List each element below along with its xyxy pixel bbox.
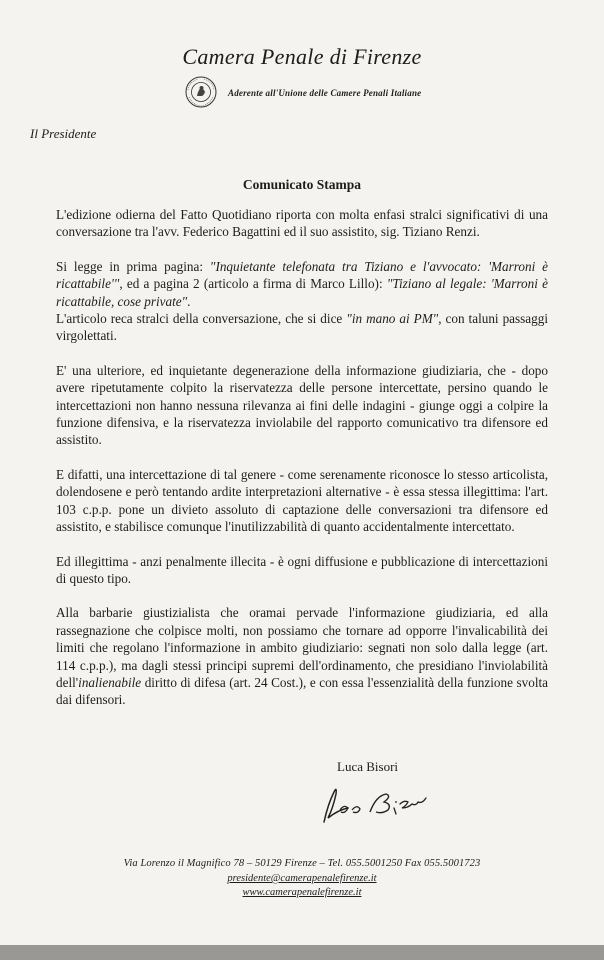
paragraph-5: Ed illegittima - anzi penalmente illecita - è ogni diffusione e pubblicazione di intercettazioni di questo tipo.	[56, 553, 548, 586]
paragraph-6-text: Alla barbarie giustizialista che oramai pervade l'informazione giudiziaria, ed alla rassegnazione che colpisce molti, non possiamo che tornare ad opporre l'invalicabilità dei limiti che regolano l'informazione in ambito giudiziario: segnati non solo dalla legge (art. 114 c.p.p.), ma dagli stessi principi supremi dell'ordinamento, che presidiano l'inviolabilità dell'	[56, 605, 548, 690]
bottom-border	[0, 945, 604, 960]
footer-website-link[interactable]: www.camerapenalefirenze.it	[242, 887, 362, 898]
seal-logo	[185, 76, 217, 108]
paragraph-6	[56, 604, 548, 708]
paragraph-4: E difatti, una intercettazione di tal genere - come serenamente riconosce lo stesso articolista, dolendosene e però tentando ardite interpretazioni alternative - è essa stessa illegittima: l'art. 103 c.p.p. pone un divieto assoluto di captazione delle conversazioni tra difensore ed assistito, e stabilisce comunque l'inutilizzabilità di quanto accidentalmente intercettato.	[56, 466, 548, 535]
footer-email-link[interactable]: presidente@camerapenalefirenze.it	[227, 873, 377, 884]
paragraph-2a	[56, 258, 548, 310]
paragraph-1: L'edizione odierna del Fatto Quotidiano riporta con molta enfasi stralci significativi di una conversazione tra l'avv. Federico Bagattini ed il suo assistito, sig. Tiziano Renzi.	[56, 207, 548, 240]
signatory-name: Luca Bisori	[337, 759, 399, 774]
footer-address: Via Lorenzo il Magnifico 78 – 50129 Firenze – Tel. 055.5001250 Fax 055.5001723	[123, 858, 481, 869]
paragraph-2b-text: L'articolo reca stralci della conversazione, che si dice	[56, 311, 347, 327]
sender-role: Il Presidente	[30, 126, 97, 141]
letter-body	[56, 206, 548, 726]
paragraph-2b	[56, 310, 548, 345]
letterhead-title: Camera Penale di Firenze	[182, 44, 422, 69]
paragraph-3: E' una ulteriore, ed inquietante degenerazione della informazione giudiziaria, che - dopo avere ripetutamente colpito la riservatezza delle persone intercettate, persino quando le intercettazioni non hanno nessuna rilevanza ai fini delle indagini - giunge oggi a colpire la funzione difensiva, e la riservatezza inviolabile del rapporto comunicativo tra difensore ed assistito.	[56, 362, 548, 448]
paragraph-6-emphasis: inalienabile	[78, 674, 142, 690]
paragraph-2a-text-2: , ed a pagina 2 (articolo a firma di Marco Lillo):	[119, 276, 387, 292]
quote-pm: "in mano ai PM"	[346, 311, 439, 327]
handwritten-signature	[310, 764, 440, 826]
paragraph-2a-end: .	[187, 293, 191, 309]
document-title: Comunicato Stampa	[242, 177, 362, 192]
paragraph-6-text-2: diritto di difesa (art. 24 Cost.), e con essa l'essenzialità della funzione svolta dai difensori.	[56, 674, 548, 708]
quote-headline-1: "Inquietante telefonata tra Tiziano e l'avvocato: 'Marroni è ricattabile'"	[56, 258, 548, 292]
paragraph-2a-text: Si legge in prima pagina:	[56, 258, 210, 274]
affiliation-line: Aderente all'Unione delle Camere Penali Italiane	[228, 88, 422, 98]
paragraph-2b-text-2: , con taluni passaggi virgolettati.	[56, 311, 548, 344]
quote-headline-2: "Tiziano al legale: 'Marroni è ricattabile, cose private"	[56, 276, 548, 309]
